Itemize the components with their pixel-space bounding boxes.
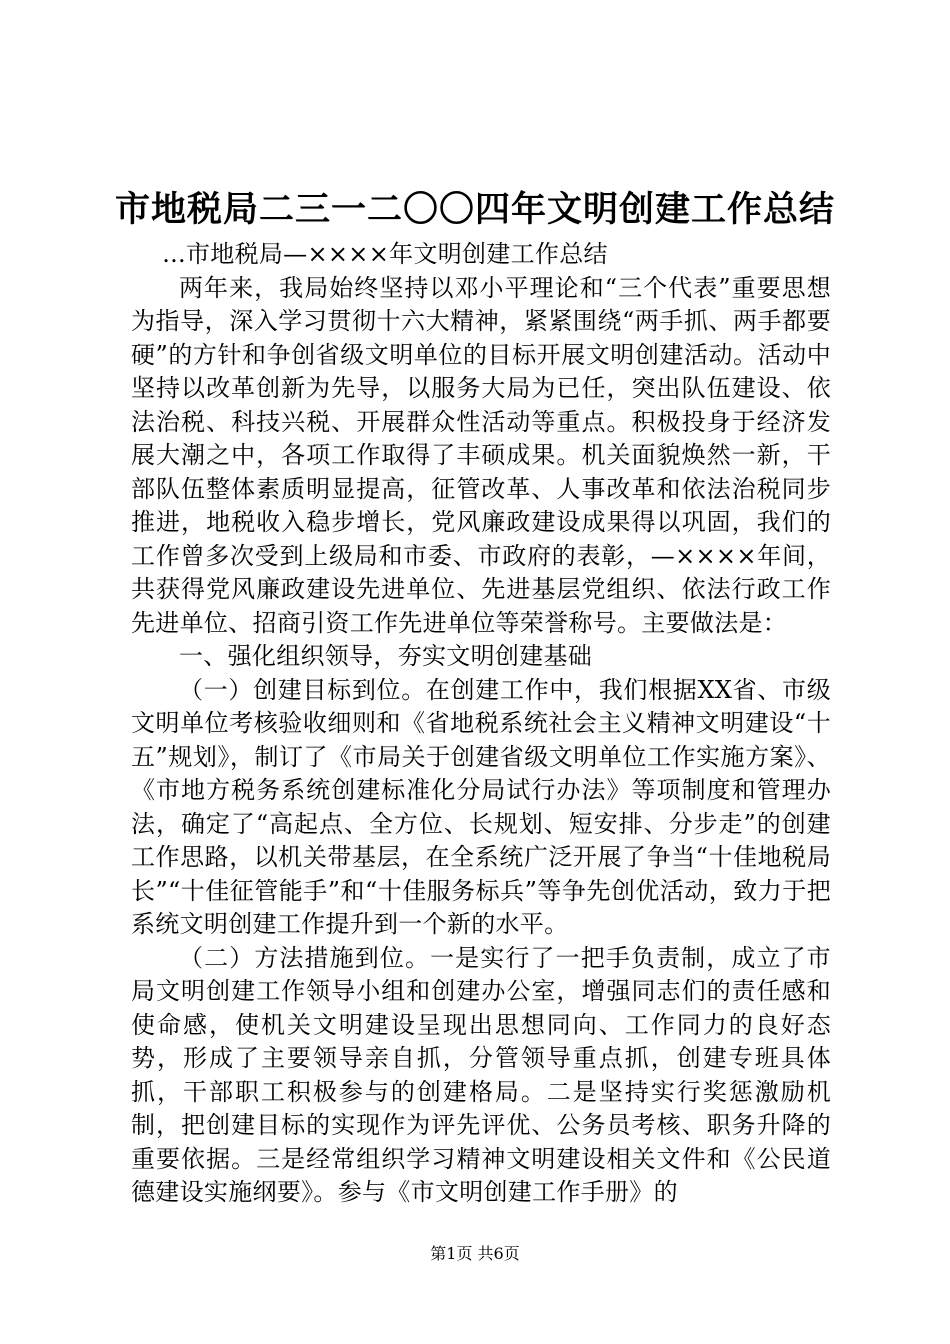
document-title: 市地税局二三一二〇〇四年文明创建工作总结 (114, 189, 835, 230)
section-heading-1: 一、强化组织领导，夯实文明创建基础 (179, 642, 593, 670)
paragraph-section-1-1: （一）创建目标到位。在创建工作中，我们根据XX省、市级文明单位考核验收细则和《省地税系统社会主义精神文明建设“十五”规划》，制订了《市局关于创建省级文明单位工作实施方案》、《市地方税务系统创建标准化分局试行办法》等项制度和管理办法，确定了“高起点、全方位、长规划、短安排、分步走”的创建工作思路，以机关带基层，在全系统广泛开展了争当“十佳地税局长”“十佳征管能手”和“十佳服务标兵”等争先创优活动，致力于把系统文明创建工作提升到一个新的水平。 (131, 675, 831, 938)
document-subtitle: ...市地税局—××××年文明创建工作总结 (162, 240, 608, 268)
paragraph-section-1-2: （二）方法措施到位。一是实行了一把手负责制，成立了市局文明创建工作领导小组和创建办公室，增强同志们的责任感和使命感，使机关文明建设呈现出思想同向、工作同力的良好态势，形成了主要领导亲自抓，分管领导重点抓，创建专班具体抓，干部职工积极参与的创建格局。二是坚持实行奖惩激励机制，把创建目标的实现作为评先评优、公务员考核、职务升降的重要依据。三是经常组织学习精神文明建设相关文件和《公民道德建设实施纲要》。参与《市文明创建工作手册》的 (131, 943, 831, 1206)
document-body (131, 238, 831, 1210)
page-footer: 第1页 共6页 (430, 1244, 520, 1263)
paragraph-intro: 两年来，我局始终坚持以邓小平理论和“三个代表”重要思想为指导，深入学习贯彻十六大精神，紧紧围绕“两手抓、两手都要硬”的方针和争创省级文明单位的目标开展文明创建活动。活动中坚持以改革创新为先导，以服务大局为已任，突出队伍建设、依法治税、科技兴税、开展群众性活动等重点。积极投身于经济发展大潮之中，各项工作取得了丰硕成果。机关面貌焕然一新，干部队伍整体素质明显提高，征管改革、人事改革和依法治税同步推进，地税收入稳步增长，党风廉政建设成果得以巩固，我们的工作曾多次受到上级局和市委、市政府的表彰，—××××年间，共获得党风廉政建设先进单位、先进基层党组织、依法行政工作先进单位、招商引资工作先进单位等荣誉称号。主要做法是： (131, 273, 831, 637)
